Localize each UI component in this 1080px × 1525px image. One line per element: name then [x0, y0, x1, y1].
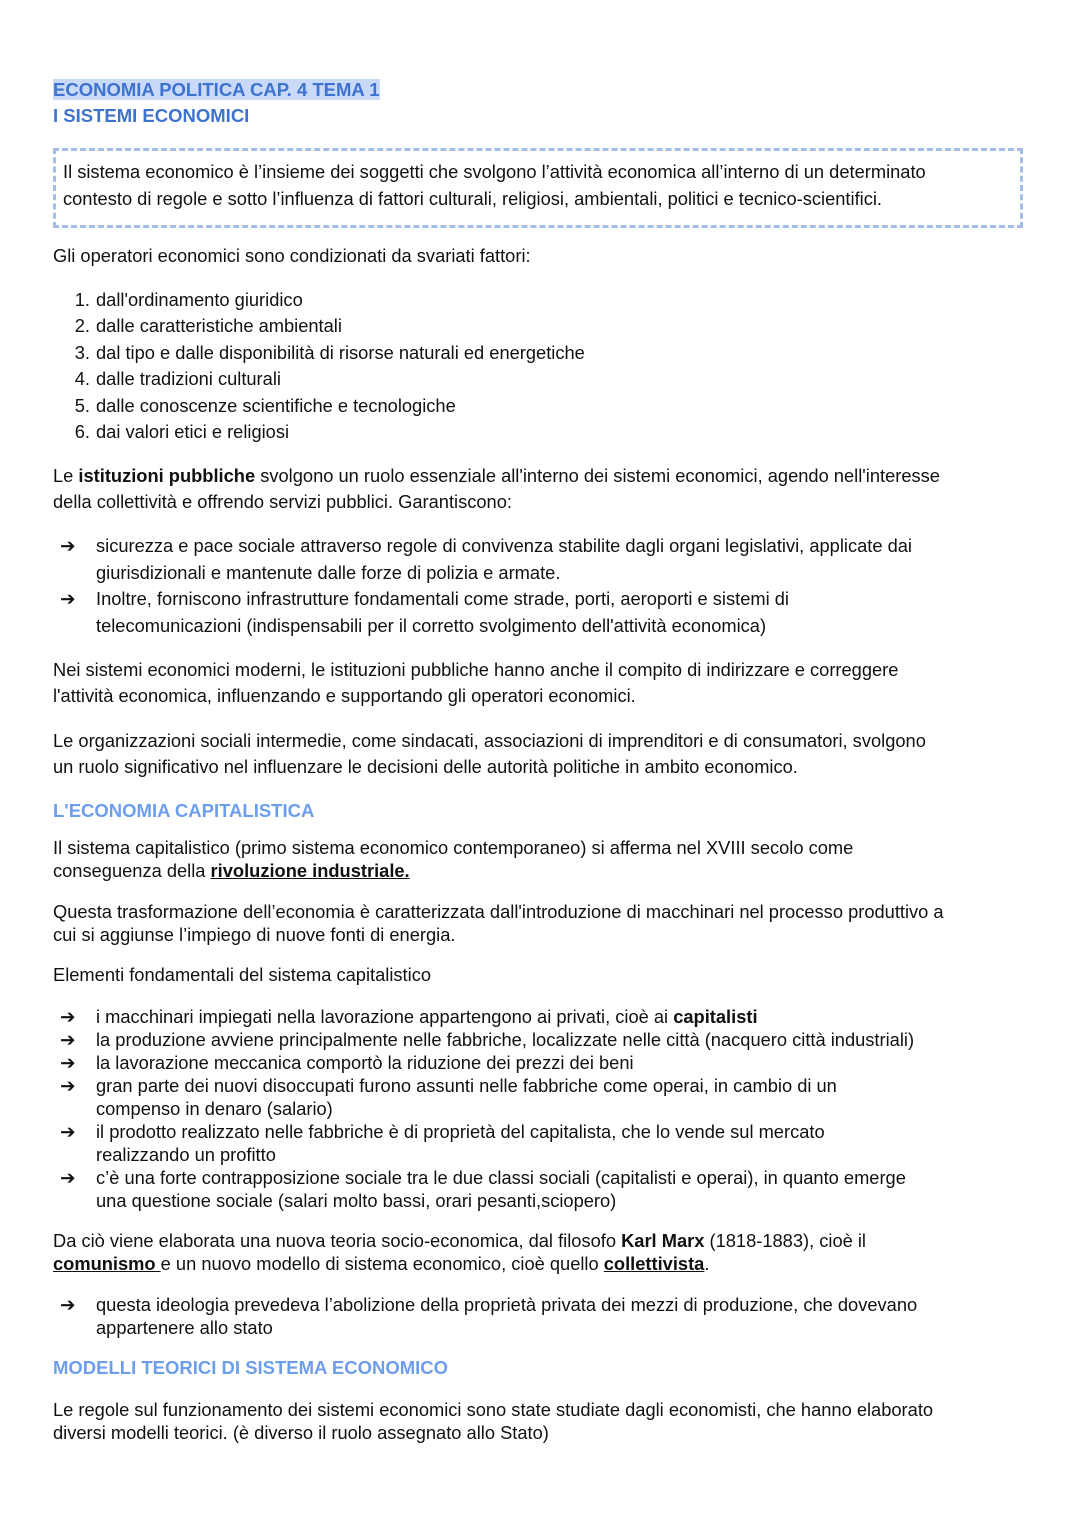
- text-run: Le regole sul funzionamento dei sistemi economici sono state studiate dagli economisti, che hanno elaborato: [53, 1399, 934, 1420]
- text-line: [53, 243, 531, 269]
- bold-term: capitalisti: [673, 1006, 758, 1027]
- text-line: [53, 963, 431, 986]
- list-item: [60, 1293, 918, 1339]
- arrow-bullet-icon: ➔: [60, 1006, 76, 1027]
- text-run: dalle conoscenze scientifiche e tecnologiche: [96, 394, 456, 416]
- text-line: [53, 900, 944, 923]
- arrow-bullet-icon: ➔: [60, 588, 76, 609]
- text-line: [96, 1143, 914, 1166]
- definition-text: [63, 159, 926, 212]
- text-line: [53, 859, 853, 882]
- arrow-bullet-icon: ➔: [60, 1052, 76, 1073]
- text-line: [96, 613, 912, 640]
- arrow-bullet-icon: ➔: [60, 535, 76, 556]
- text-run: i macchinari impiegati nella lavorazione appartengono ai privati, cioè ai: [96, 1006, 674, 1027]
- text-line: [53, 1229, 866, 1252]
- document-title: ECONOMIA POLITICA CAP. 4 TEMA 1: [53, 79, 380, 100]
- text-run: un ruolo significativo nel influenzare le decisioni delle autorità politiche in ambito economico.: [53, 756, 798, 777]
- underlined-term: rivoluzione industriale.: [210, 860, 410, 881]
- text-line: [96, 419, 585, 445]
- list-item: [74, 366, 585, 392]
- list-item: [60, 1120, 914, 1166]
- document-header: [53, 77, 380, 129]
- text-run: realizzando un profitto: [96, 1144, 276, 1165]
- text-run: una questione sociale (salari molto bassi, orari pesanti,sciopero): [96, 1190, 617, 1211]
- text-line: [53, 923, 944, 946]
- paragraph: [53, 963, 431, 986]
- text-line: [96, 393, 585, 419]
- paragraph: [53, 900, 944, 946]
- text-line: [53, 489, 940, 515]
- paragraph: [53, 463, 940, 515]
- text-line: [96, 533, 912, 560]
- text-run: Da ciò viene elaborata una nuova teoria socio-economica, dal filosofo: [53, 1230, 622, 1251]
- text-line: [96, 287, 585, 313]
- text-line: [53, 754, 926, 780]
- text-run: la lavorazione meccanica comportò la riduzione dei prezzi dei beni: [96, 1052, 634, 1073]
- text-line: [53, 683, 898, 709]
- text-run: dall'ordinamento giuridico: [96, 289, 303, 310]
- list-item: [60, 1005, 914, 1028]
- list-item: [60, 586, 912, 639]
- text-run: c’è una forte contrapposizione sociale tra le due classi sociali (capitalisti e operai), in quanto emerge: [96, 1167, 906, 1188]
- text-run: diversi modelli teorici. (è diverso il ruolo assegnato allo Stato): [53, 1422, 549, 1443]
- text-line: [53, 1252, 866, 1275]
- text-run: .: [704, 1253, 710, 1274]
- text-run: compenso in denaro (salario): [96, 1098, 333, 1119]
- numbered-list: [74, 287, 585, 445]
- text-line: [96, 1005, 914, 1028]
- text-run: e un nuovo modello di sistema economico, cioè quello: [160, 1253, 604, 1274]
- text-line: [53, 657, 898, 683]
- text-line: [96, 1189, 914, 1212]
- bold-term: istituzioni pubbliche: [78, 465, 256, 486]
- text-line: [96, 1051, 914, 1074]
- text-run: telecomunicazioni (indispensabili per il corretto svolgimento dell'attività economica): [96, 614, 767, 636]
- text-run: Nei sistemi economici moderni, le istituzioni pubbliche hanno anche il compito di indirizzare e correggere: [53, 659, 899, 680]
- underlined-term: collettivista: [603, 1253, 705, 1274]
- arrow-list: [60, 533, 912, 639]
- text-line: [96, 340, 585, 366]
- list-number: 4.: [74, 368, 90, 390]
- list-number: 3.: [74, 341, 90, 363]
- text-run: svolgono un ruolo essenziale all'interno dei sistemi economici, agendo nell'interesse: [255, 465, 940, 486]
- paragraph: [53, 728, 926, 780]
- arrow-list: [60, 1005, 915, 1212]
- text-line: [96, 1097, 914, 1120]
- text-run: conseguenza della: [53, 860, 211, 881]
- text-line: [96, 560, 912, 587]
- text-line: [53, 1355, 448, 1381]
- list-number: 6.: [74, 421, 90, 443]
- text-run: L'ECONOMIA CAPITALISTICA: [53, 800, 315, 821]
- list-item: [74, 419, 585, 445]
- text-line: [53, 1421, 933, 1444]
- text-run: (1818-1883), cioè il: [704, 1230, 866, 1251]
- paragraph: [53, 243, 531, 269]
- text-run: gran parte dei nuovi disoccupati furono assunti nelle fabbriche come operai, in cambio di un: [96, 1075, 837, 1096]
- text-line: [53, 728, 926, 754]
- list-item: [60, 533, 912, 586]
- text-line: [53, 1398, 933, 1421]
- text-run: Le organizzazioni sociali intermedie, come sindacati, associazioni di imprenditori e di consumatori, svolgono: [53, 730, 926, 751]
- text-line: [53, 798, 314, 824]
- paragraph: [53, 1229, 866, 1275]
- list-item: [60, 1074, 914, 1120]
- text-line: [96, 1166, 914, 1189]
- arrow-bullet-icon: ➔: [60, 1029, 76, 1050]
- text-line: [53, 463, 940, 489]
- text-run: dai valori etici e religiosi: [96, 421, 290, 443]
- text-run: cui si aggiunse l’impiego di nuove fonti di energia.: [53, 924, 456, 945]
- text-run: sicurezza e pace sociale attraverso regole di convivenza stabilite dagli organi legislativi, applicate dai: [96, 535, 912, 556]
- text-line: [96, 1120, 914, 1143]
- section-heading: [53, 798, 314, 824]
- arrow-list: [60, 1293, 918, 1339]
- text-run: Gli operatori economici sono condizionati da svariati fattori:: [53, 245, 531, 266]
- text-run: della collettività e offrendo servizi pubblici. Garantiscono:: [53, 491, 512, 512]
- definition-line: contesto di regole e sotto l’influenza di fattori culturali, religiosi, ambientali, politici e tecnico-scientifici.: [63, 187, 882, 209]
- list-item: [60, 1028, 915, 1051]
- text-run: Le: [53, 465, 79, 486]
- text-line: [96, 586, 912, 613]
- text-run: Questa trasformazione dell’economia è caratterizzata dall'introduzione di macchinari nel processo produttivo a: [53, 901, 944, 922]
- text-run: Elementi fondamentali del sistema capitalistico: [53, 964, 431, 985]
- text-line: [96, 1028, 914, 1051]
- definition-line: Il sistema economico è l’insieme dei soggetti che svolgono l’attività economica all’interno di un determinato: [63, 161, 926, 182]
- list-item: [74, 393, 585, 419]
- text-line: [96, 366, 585, 392]
- list-item: [60, 1166, 914, 1212]
- text-run: la produzione avviene principalmente nelle fabbriche, localizzate nelle città (nacquero città industriali): [96, 1029, 915, 1050]
- arrow-bullet-icon: ➔: [60, 1294, 76, 1315]
- text-run: Il sistema capitalistico (primo sistema economico contemporaneo) si afferma nel XVIII secolo come: [53, 837, 854, 858]
- paragraph: [53, 1398, 933, 1444]
- list-item: [74, 340, 585, 366]
- text-line: [96, 313, 585, 339]
- list-item: [74, 287, 585, 313]
- text-run: questa ideologia prevedeva l’abolizione della proprietà privata dei mezzi di produzione, che dovevano: [96, 1294, 918, 1315]
- text-run: dalle tradizioni culturali: [96, 368, 281, 390]
- underlined-term: comunismo: [53, 1253, 161, 1274]
- text-run: dalle caratteristiche ambientali: [96, 315, 342, 337]
- arrow-bullet-icon: ➔: [60, 1167, 76, 1188]
- text-run: appartenere allo stato: [96, 1317, 273, 1338]
- section-heading: I SISTEMI ECONOMICI: [53, 105, 250, 126]
- list-number: 5.: [74, 394, 90, 416]
- text-run: l'attività economica, influenzando e supportando gli operatori economici.: [53, 685, 636, 706]
- text-line: [53, 836, 853, 859]
- arrow-bullet-icon: ➔: [60, 1121, 76, 1142]
- text-run: dal tipo e dalle disponibilità di risorse naturali ed energetiche: [96, 341, 585, 363]
- arrow-bullet-icon: ➔: [60, 1075, 76, 1096]
- paragraph: [53, 836, 853, 882]
- paragraph: [53, 657, 898, 709]
- text-line: [96, 1316, 917, 1339]
- text-line: [96, 1074, 914, 1097]
- list-item: [60, 1051, 914, 1074]
- list-number: 2.: [74, 315, 90, 337]
- text-line: [96, 1293, 917, 1316]
- list-item: [74, 313, 585, 339]
- bold-term: Karl Marx: [621, 1230, 705, 1251]
- text-run: Inoltre, forniscono infrastrutture fondamentali come strade, porti, aeroporti e sistemi di: [96, 588, 789, 609]
- section-heading: [53, 1355, 448, 1381]
- text-run: MODELLI TEORICI DI SISTEMA ECONOMICO: [53, 1357, 449, 1378]
- text-run: il prodotto realizzato nelle fabbriche è di proprietà del capitalista, che lo vende sul mercato: [96, 1121, 825, 1142]
- text-run: giurisdizionali e mantenute dalle forze di polizia e armate.: [96, 561, 561, 583]
- list-number: 1.: [74, 289, 90, 310]
